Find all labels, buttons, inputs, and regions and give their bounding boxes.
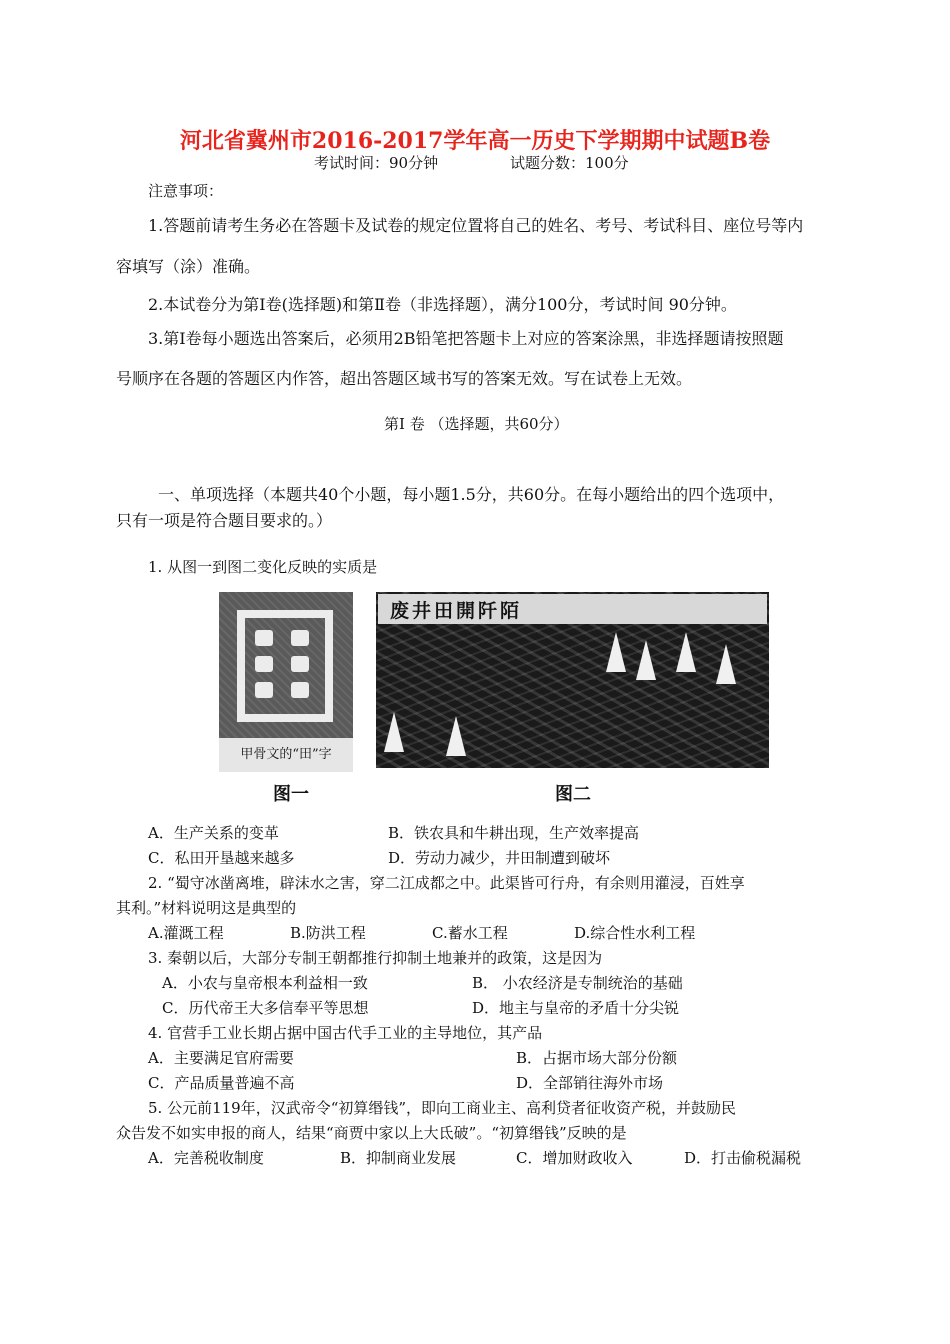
- figure-1-oracle-bone-image: [219, 592, 353, 772]
- section-intro-line-1: 一、单项选择（本题共40个小题，每小题1.5分，共60分。在每小题给出的四个选项中，: [158, 485, 785, 504]
- notice-item-1-line-2: 容填写（涂）准确。: [116, 257, 261, 276]
- q3-option-a: A．小农与皇帝根本利益相一致: [162, 974, 368, 992]
- q2-option-b: B.防洪工程: [290, 924, 366, 942]
- question-2-stem-line-1: 2. “蜀守冰凿离堆，辟沫水之害，穿二江成都之中。此渠皆可行舟，有余则用灌浸，百姓享: [148, 874, 745, 892]
- question-5-stem-line-2: 众告发不如实申报的商人，结果“商贾中家以上大氐破”。“初算缗钱”反映的是: [116, 1124, 627, 1142]
- notice-item-1-line-1: 1.答题前请考生务必在答题卡及试卷的规定位置将自己的姓名、考号、考试科目、座位号等内: [148, 216, 804, 235]
- q2-option-d: D.综合性水利工程: [574, 924, 696, 942]
- q2-option-c: C.蓄水工程: [432, 924, 508, 942]
- notice-heading: 注意事项：: [148, 182, 224, 200]
- q5-option-a: A．完善税收制度: [148, 1149, 264, 1167]
- page-title: 河北省冀州市2016-2017学年高一历史下学期期中试题B卷: [179, 128, 771, 154]
- figure-2-label: 图二: [555, 784, 591, 805]
- notice-item-2: 2.本试卷分为第Ⅰ卷(选择题)和第Ⅱ卷（非选择题），满分100分，考试时间 90分钟。: [148, 295, 737, 314]
- q3-option-b: B． 小农经济是专制统治的基础: [472, 974, 683, 992]
- exam-score: 试题分数：100分: [510, 154, 629, 172]
- q4-option-a: A．主要满足官府需要: [148, 1049, 294, 1067]
- q3-option-c: C．历代帝王大多信奉平等思想: [162, 999, 369, 1017]
- exam-time: 考试时间：90分钟: [314, 154, 439, 172]
- q2-option-a: A.灌溉工程: [148, 924, 224, 942]
- question-1-stem: 1. 从图一到图二变化反映的实质是: [148, 558, 378, 576]
- q5-option-c: C．增加财政收入: [516, 1149, 633, 1167]
- q1-option-b: B．铁农具和牛耕出现，生产效率提高: [388, 824, 640, 842]
- q5-option-d: D．打击偷税漏税: [684, 1149, 802, 1167]
- field-character-frame: [237, 610, 333, 722]
- q3-option-d: D．地主与皇帝的矛盾十分尖锐: [472, 999, 680, 1017]
- figure-1-caption: 甲骨文的“田”字: [219, 738, 353, 772]
- q5-option-b: B．抑制商业发展: [340, 1149, 457, 1167]
- section-intro-line-2: 只有一项是符合题目要求的。）: [116, 511, 333, 530]
- figure-1-label: 图一: [273, 784, 309, 805]
- q1-option-c: C．私田开垦越来越多: [148, 849, 295, 867]
- q4-option-c: C．产品质量普遍不高: [148, 1074, 295, 1092]
- q1-option-d: D．劳动力减少，井田制遭到破坏: [388, 849, 611, 867]
- question-2-stem-line-2: 其利。”材料说明这是典型的: [116, 899, 297, 917]
- notice-item-3-line-1: 3.第Ⅰ卷每小题选出答案后，必须用2B铅笔把答题卡上对应的答案涂黑，非选择题请按照题: [148, 329, 784, 348]
- q1-option-a: A．生产关系的变革: [148, 824, 279, 842]
- q4-option-b: B．占据市场大部分份额: [516, 1049, 678, 1067]
- question-4-stem: 4. 官营手工业长期占据中国古代手工业的主导地位，其产品: [148, 1024, 543, 1042]
- figure-2-banner-text: 废井田開阡陌: [390, 600, 523, 622]
- question-5-stem-line-1: 5. 公元前119年，汉武帝令“初算缗钱”，即向工商业主、高利贷者征收资产税，并鼓励民: [148, 1099, 737, 1117]
- notice-item-3-line-2: 号顺序在各题的答题区内作答，超出答题区域书写的答案无效。写在试卷上无效。: [116, 369, 693, 388]
- figure-2-banner: [378, 594, 767, 624]
- section-title: 第Ⅰ 卷 （选择题，共60分）: [384, 415, 569, 433]
- q4-option-d: D．全部销往海外市场: [516, 1074, 664, 1092]
- figure-2-woodcut-image: [376, 592, 769, 768]
- question-3-stem: 3. 秦朝以后，大部分专制王朝都推行抑制土地兼并的政策，这是因为: [148, 949, 603, 967]
